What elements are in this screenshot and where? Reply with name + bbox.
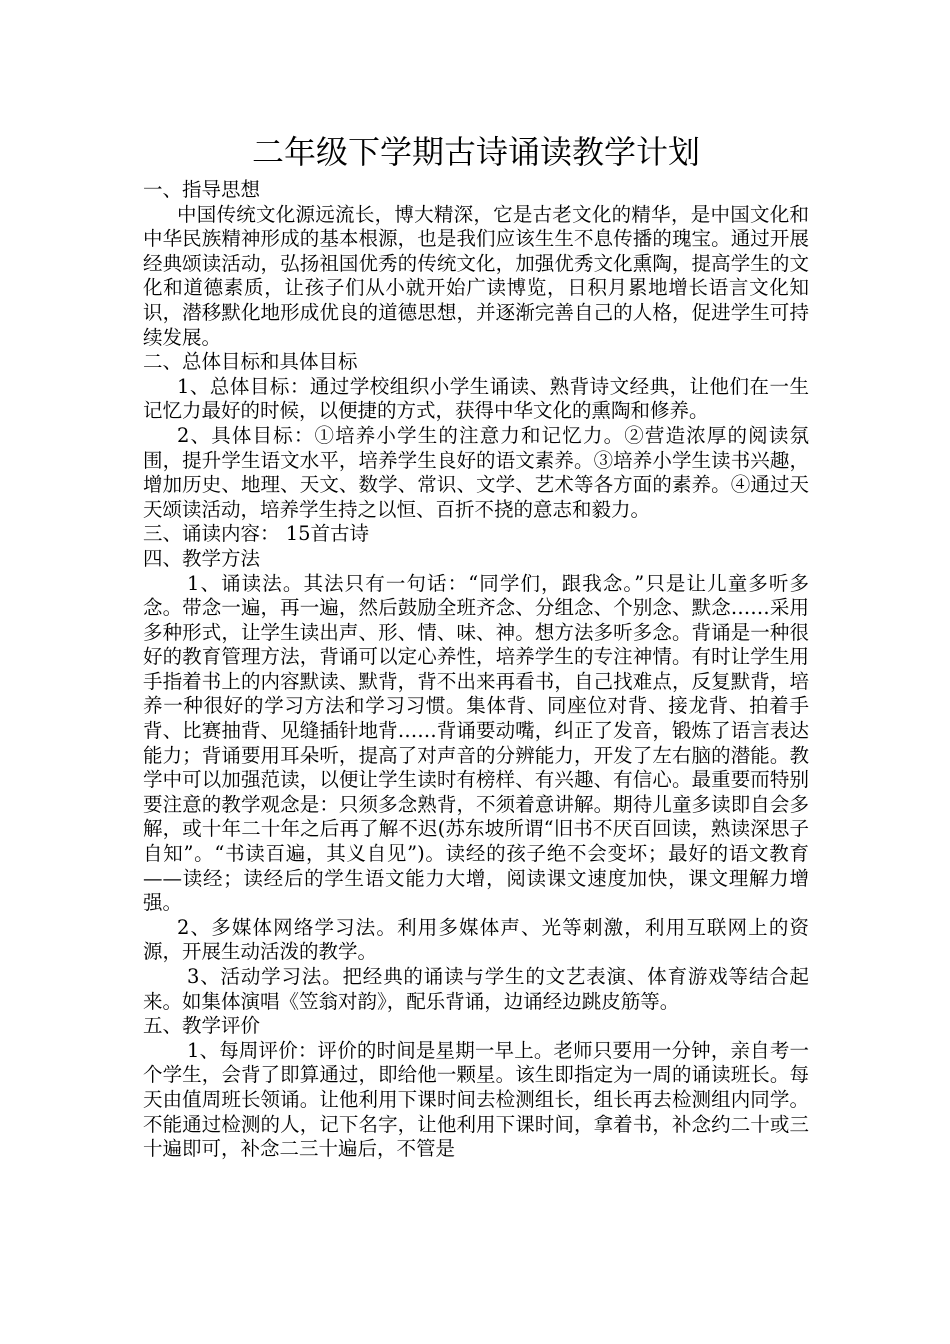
paragraph: 中国传统文化源远流长，博大精深，它是古老文化的精华，是中国文化和中华民族精神形成的基本根源，也是我们应该生生不息传播的瑰宝。通过开展经典颂读活动，弘扬祖国优秀的传统文化，加强优秀文化熏陶，提高学生的文化和道德素质，让孩子们从小就开始广读博览，日积月累地增长语言文化知识，潜移默化地形成优良的道德思想，并逐渐完善自己的人格，促进学生可持续发展。 (143, 202, 809, 349)
section-guiding-ideology (143, 178, 809, 350)
paragraph: 1、每周评价：评价的时间是星期一早上。老师只要用一分钟，亲自考一个学生，会背了即算通过，即给他一颗星。该生即指定为一周的诵读班长。每天由值周班长领诵。让他利用下课时间去检测组长，组长再去检测组内同学。不能通过检测的人，记下名字，让他利用下课时间，拿着书，补念约二十或三十遍即可，补念二三十遍后，不管是 (143, 1038, 809, 1161)
section-heading: 三、诵读内容： 15首古诗 (143, 522, 370, 546)
section-evaluation (143, 1014, 809, 1162)
section-heading: 四、教学方法 (143, 546, 261, 570)
paragraph: 2、具体目标：①培养小学生的注意力和记忆力。②营造浓厚的阅读氛围，提升学生语文水平，培养学生良好的语文素养。③培养小学生读书兴趣，增加历史、地理、天文、数学、常识、文学、艺术等各方面的素养。④通过天天颂读活动，培养学生持之以恒、百折不挠的意志和毅力。 (143, 423, 809, 521)
paragraph: 1、诵读法。其法只有一句话：“同学们，跟我念。”只是让儿童多听多念。带念一遍，再一遍，然后鼓励全班齐念、分组念、个别念、默念……采用多种形式，让学生读出声、形、情、味、神。想方法多听多念。背诵是一种很好的教育管理方法，背诵可以定心养性，培养学生的专注神情。有时让学生用手指着书上的内容默读、默背，背不出来再看书，自己找难点，反复默背，培养一种很好的学习方法和学习习惯。集体背、同座位对背、接龙背、拍着手背、比赛抽背、见缝插针地背……背诵要动嘴，纠正了发音，锻炼了语言表达能力；背诵要用耳朵听，提高了对声音的分辨能力，开发了左右脑的潜能。教学中可以加强范读，以便让学生读时有榜样、有兴趣、有信心。最重要而特别要注意的教学观念是：只须多念熟背，不须着意讲解。期待儿童多读即自会多解，或十年二十年之后再了解不迟(苏东坡所谓“旧书不厌百回读，熟读深思子自知”。“书读百遍，其义自见”)。读经的孩子绝不会变坏；最好的语文教育——读经；读经后的学生语文能力大增，阅读课文速度加快，课文理解力增强。 (143, 571, 809, 915)
paragraph: 1、总体目标：通过学校组织小学生诵读、熟背诗文经典，让他们在一生记忆力最好的时候，以便捷的方式，获得中华文化的熏陶和修养。 (143, 374, 809, 423)
section-goals (143, 350, 809, 522)
section-content (143, 522, 809, 547)
section-heading: 五、教学评价 (143, 1014, 261, 1038)
paragraph: 2、多媒体网络学习法。利用多媒体声、光等刺激，利用互联网上的资源，开展生动活泼的教学。 (143, 915, 809, 964)
section-heading: 二、总体目标和具体目标 (143, 350, 358, 374)
paragraph: 3、活动学习法。把经典的诵读与学生的文艺表演、体育游戏等结合起来。如集体演唱《笠翁对韵》，配乐背诵，边诵经边跳皮筋等。 (143, 965, 809, 1013)
section-heading: 一、指导思想 (143, 178, 261, 201)
section-methods (143, 547, 809, 1014)
document-page (143, 130, 809, 1162)
document-title: 二年级下学期古诗诵读教学计划 (251, 133, 700, 171)
